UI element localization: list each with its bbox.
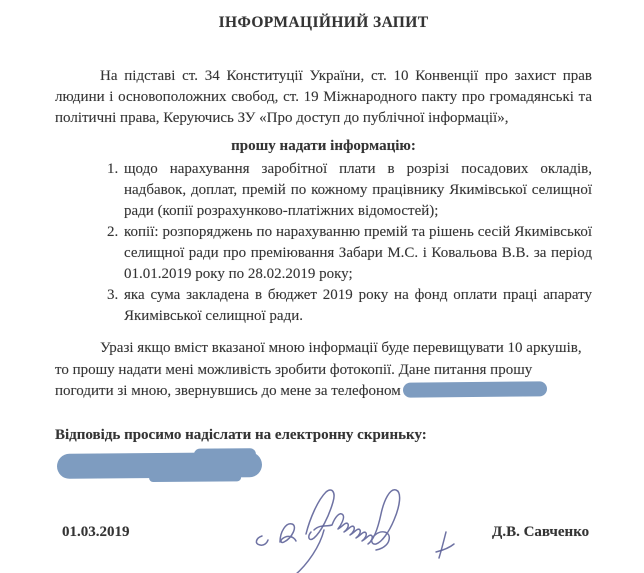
request-heading: прошу надати інформацію: <box>231 138 416 154</box>
document-title: ІНФОРМАЦІЙНИЙ ЗАПИТ <box>218 14 429 31</box>
email-heading: Відповідь просимо надіслати на електронну скриньку: <box>55 426 427 443</box>
request-list <box>55 159 592 327</box>
intro-paragraph: На підставі ст. 34 Конституції України, ст. 10 Конвенції про захист прав людини і основоположних свобод, ст. 19 Міжнародного пакту про громадянські та політичні права, Керуючись ЗУ «Про доступ до публічної інформації», <box>55 68 592 126</box>
request-item-3: 3. яка сума закладена в бюджет 2019 року на фонд оплати праці апарату Якимівської селищної ради. <box>122 285 592 327</box>
signer-name: Д.В. Савченко <box>492 524 590 540</box>
photocopy-text: Уразі якщо вміст вказаної мною інформації буде перевищувати 10 аркушів, то прошу надати мені можливість зробити фотокопії. Дане питання прошу погодити зі мною, звернувшись до мене за телефоном <box>55 340 582 399</box>
document-date: 01.03.2019 <box>62 524 130 540</box>
redacted-email-blob <box>57 452 262 479</box>
handwritten-signature <box>248 472 488 573</box>
request-item-2: 2. копії: розпоряджень по нарахуванню премій та рішень сесій Якимівської селищної ради про преміювання Забари М.С. і Ковальова В.В. за період 01.01.2019 року по 28.02.2019 року; <box>122 222 592 285</box>
request-item-1: 1. щодо нарахування заробітної плати в розрізі посадових окладів, надбавок, доплат, премій по кожному працівнику Якимівської селищної ради (копії розрахунково-платіжних відомостей); <box>122 159 592 222</box>
photocopy-paragraph <box>55 338 592 403</box>
redacted-phone-blob <box>403 381 547 398</box>
